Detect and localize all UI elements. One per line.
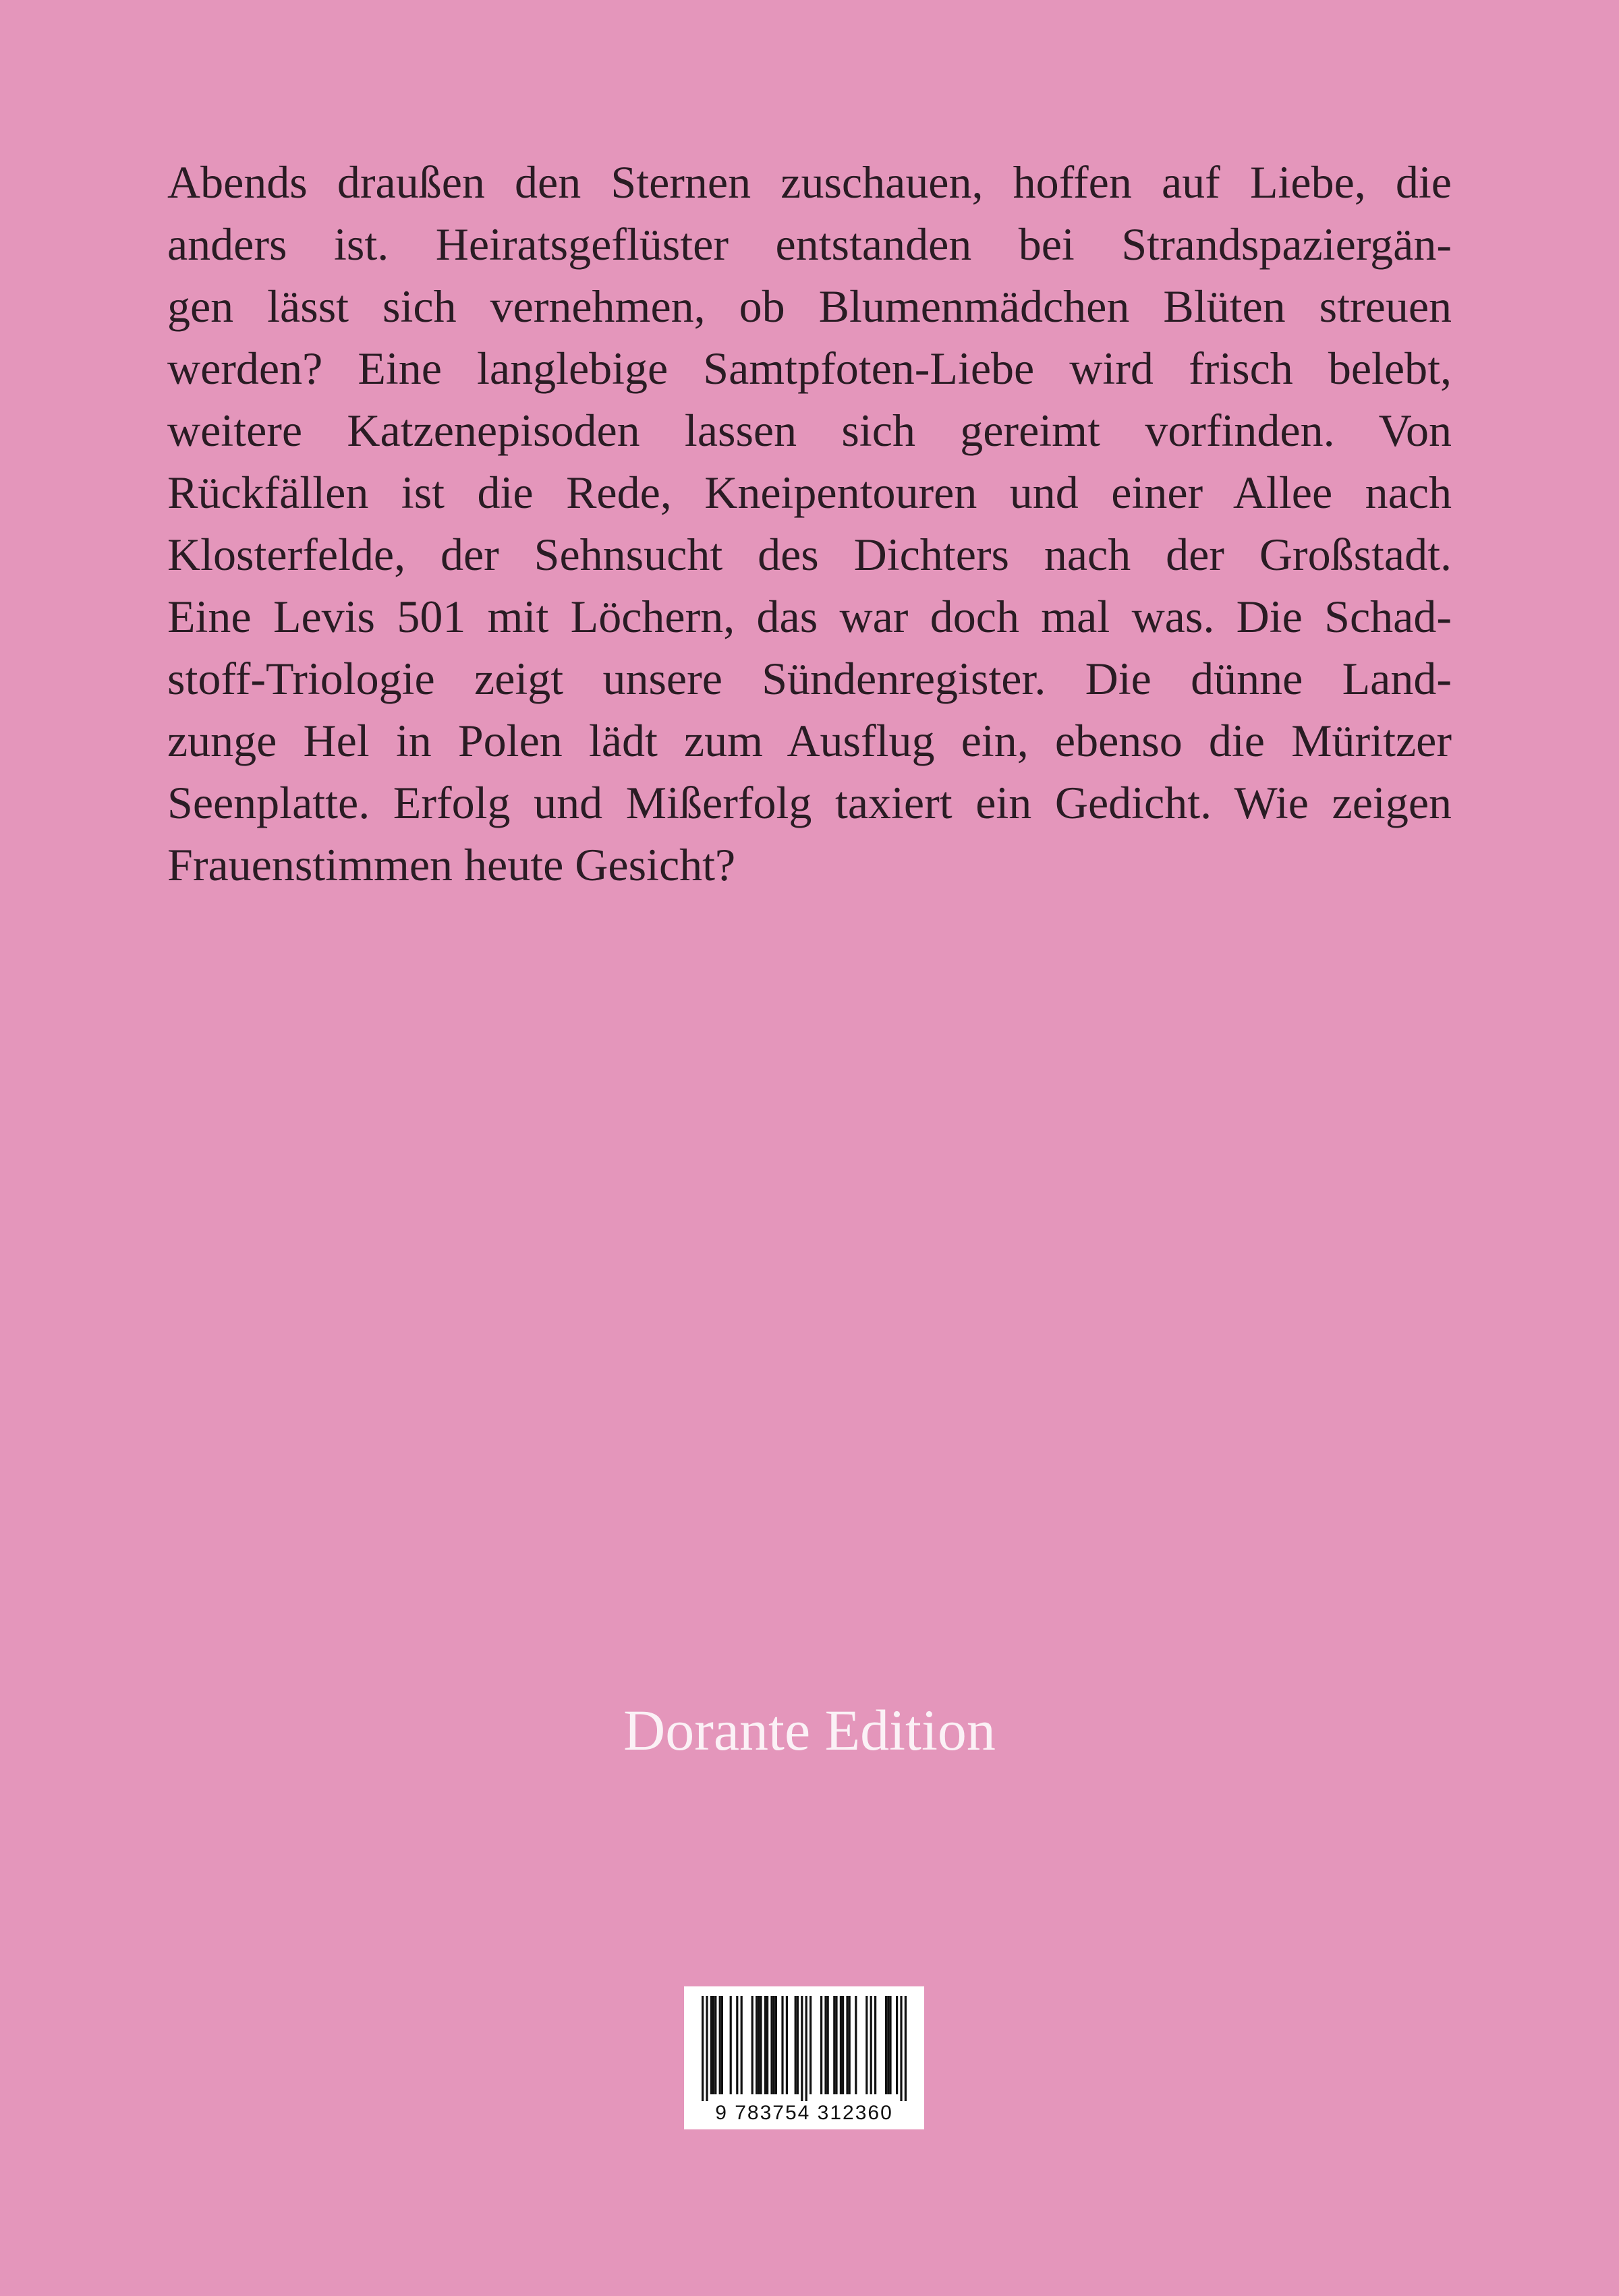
- blurb-line: Rückfällen ist die Rede, Kneipentouren und einer Allee nach: [167, 467, 1452, 518]
- barcode-bar: [887, 1996, 889, 2094]
- blurb-line: anders ist. Heiratsgeflüster entstanden bei Strandspaziergän-: [167, 219, 1452, 270]
- barcode-bar: [712, 1996, 714, 2094]
- barcode-bar: [824, 1996, 826, 2094]
- barcode-bar: [810, 1996, 812, 2094]
- barcode-bar: [710, 1996, 712, 2094]
- barcode-bar: [766, 1996, 768, 2094]
- barcode-bar: [795, 1996, 797, 2094]
- barcode-bar: [885, 1996, 887, 2094]
- barcode-bar: [760, 1996, 762, 2094]
- barcode-bar: [801, 1996, 803, 2101]
- blurb-line: Seenplatte. Erfolg und Mißerfolg taxiert ein Gedicht. Wie zeigen: [167, 777, 1452, 828]
- barcode-bar: [896, 1996, 898, 2094]
- barcode-bar: [773, 1996, 775, 2094]
- publisher-name: Dorante Edition: [623, 1698, 996, 1762]
- barcode-bar: [849, 1996, 851, 2094]
- barcode-bar: [874, 1996, 876, 2094]
- barcode-bar: [775, 1996, 777, 2094]
- barcode-bar: [758, 1996, 760, 2094]
- barcode-bar: [781, 1996, 783, 2094]
- blurb-line: Frauenstimmen heute Gesicht?: [167, 839, 736, 890]
- barcode-bar: [741, 1996, 743, 2094]
- barcode-bar: [820, 1996, 822, 2094]
- barcode-bar: [721, 1996, 723, 2094]
- blurb-line: zunge Hel in Polen lädt zum Ausflug ein, ebenso die Müritzer: [167, 715, 1452, 766]
- isbn-barcode: [684, 1986, 924, 2129]
- barcode-bar: [900, 1996, 902, 2101]
- barcode-bar: [855, 1996, 857, 2094]
- barcode-bar: [764, 1996, 766, 2094]
- barcode-bar: [835, 1996, 837, 2094]
- barcode-bar: [786, 1996, 788, 2094]
- barcode-bar: [805, 1996, 807, 2101]
- barcode-bar: [865, 1996, 868, 2094]
- barcode-bar: [840, 1996, 842, 2094]
- barcode-bar: [797, 1996, 799, 2094]
- barcode-bar: [702, 1996, 704, 2101]
- barcode-bar: [714, 1996, 716, 2094]
- blurb-line: stoff-Triologie zeigt unsere Sündenregister. Die dünne Land-: [167, 653, 1452, 704]
- barcode-bar: [719, 1996, 721, 2094]
- blurb-line: Eine Levis 501 mit Löchern, das war doch mal was. Die Schad-: [167, 591, 1452, 642]
- barcode-bar: [751, 1996, 754, 2094]
- blurb-line: werden? Eine langlebige Samtpfoten-Liebe wird frisch belebt,: [167, 343, 1452, 394]
- barcode-bar: [706, 1996, 708, 2101]
- blurb-line: weitere Katzenepisoden lassen sich gereimt vorfinden. Von: [167, 405, 1452, 456]
- barcode-bars: [695, 1996, 913, 2101]
- blurb-line: Abends draußen den Sternen zuschauen, hoffen auf Liebe, die: [167, 156, 1452, 208]
- barcode-bar: [736, 1996, 738, 2094]
- barcode-bar: [870, 1996, 872, 2094]
- barcode-bar: [756, 1996, 758, 2094]
- barcode-bar: [833, 1996, 835, 2094]
- blurb-line: Klosterfelde, der Sehnsucht des Dichters nach der Großstadt.: [167, 529, 1452, 580]
- barcode-bar: [889, 1996, 891, 2094]
- barcode-bar: [827, 1996, 829, 2094]
- barcode-bar: [905, 1996, 907, 2101]
- barcode-bar: [770, 1996, 772, 2094]
- blurb-text: [167, 151, 1452, 896]
- barcode-bar: [730, 1996, 732, 2094]
- isbn-number: 9 783754 312360: [715, 2102, 893, 2124]
- blurb-line: gen lässt sich vernehmen, ob Blumenmädchen Blüten streuen: [167, 281, 1452, 332]
- barcode-bar: [842, 1996, 844, 2094]
- barcode-bar: [846, 1996, 848, 2094]
